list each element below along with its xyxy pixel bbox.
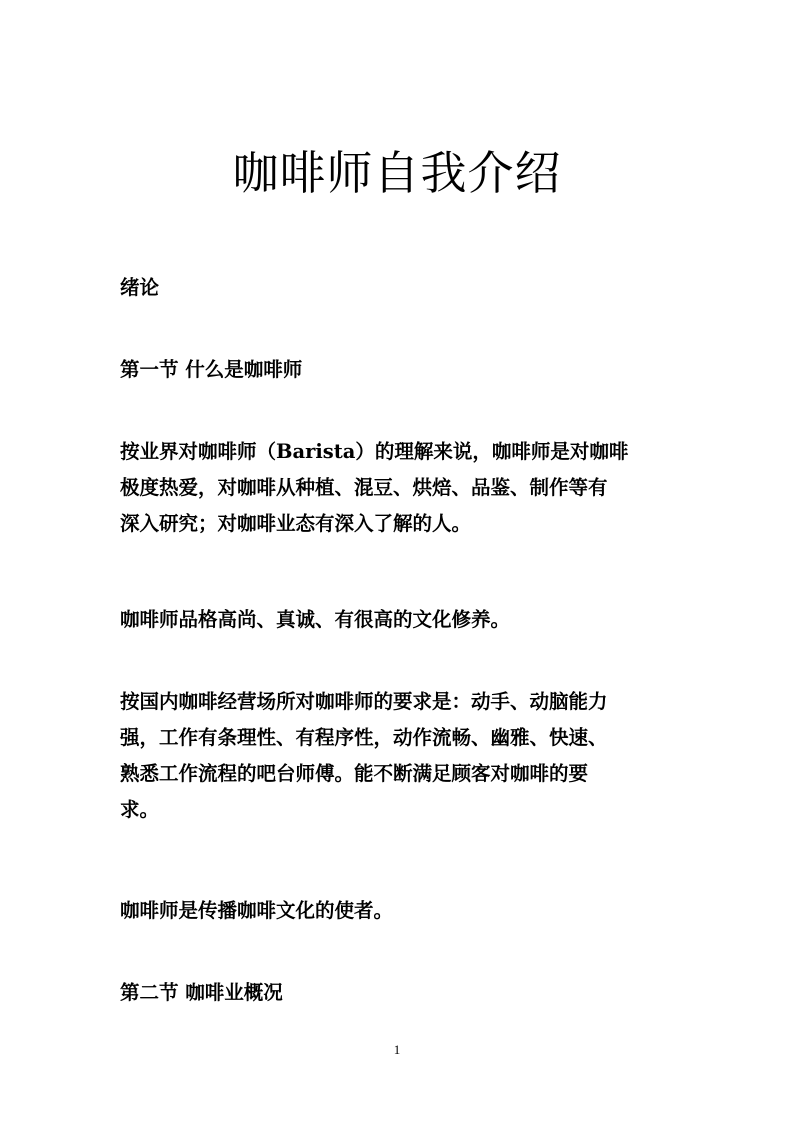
- paragraph-line: 咖啡师是传播咖啡文化的使者。: [120, 899, 394, 922]
- paragraph-barista-character: [120, 602, 680, 638]
- paragraph-line: 按业界对咖啡师（Barista）的理解来说，咖啡师是对咖啡: [120, 440, 629, 463]
- paragraph-line: 深入研究；对咖啡业态有深入了解的人。: [120, 512, 472, 535]
- page-number: 1: [393, 1042, 401, 1057]
- section-2-title: 第二节 咖啡业概况: [120, 981, 283, 1004]
- paragraph-line: 按国内咖啡经营场所对咖啡师的要求是：动手、动脑能力: [120, 690, 608, 713]
- document-title: 咖啡师自我介绍: [232, 146, 562, 200]
- paragraph-line: 强，工作有条理性、有程序性，动作流畅、幽雅、快速、: [120, 726, 608, 749]
- paragraph-line: 求。: [120, 798, 160, 821]
- heading-intro: 绪论: [120, 276, 160, 299]
- paragraph-barista-messenger: [120, 893, 680, 929]
- paragraph-barista-requirements: [120, 684, 680, 828]
- paragraph-line: 咖啡师品格高尚、真诚、有很高的文化修养。: [120, 608, 511, 631]
- section-1-title: 第一节 什么是咖啡师: [120, 358, 303, 381]
- paragraph-line: 极度热爱，对咖啡从种植、混豆、烘焙、品鉴、制作等有: [120, 476, 608, 499]
- paragraph-barista-definition: [120, 434, 680, 542]
- paragraph-line: 熟悉工作流程的吧台师傅。能不断满足顾客对咖啡的要: [120, 762, 589, 785]
